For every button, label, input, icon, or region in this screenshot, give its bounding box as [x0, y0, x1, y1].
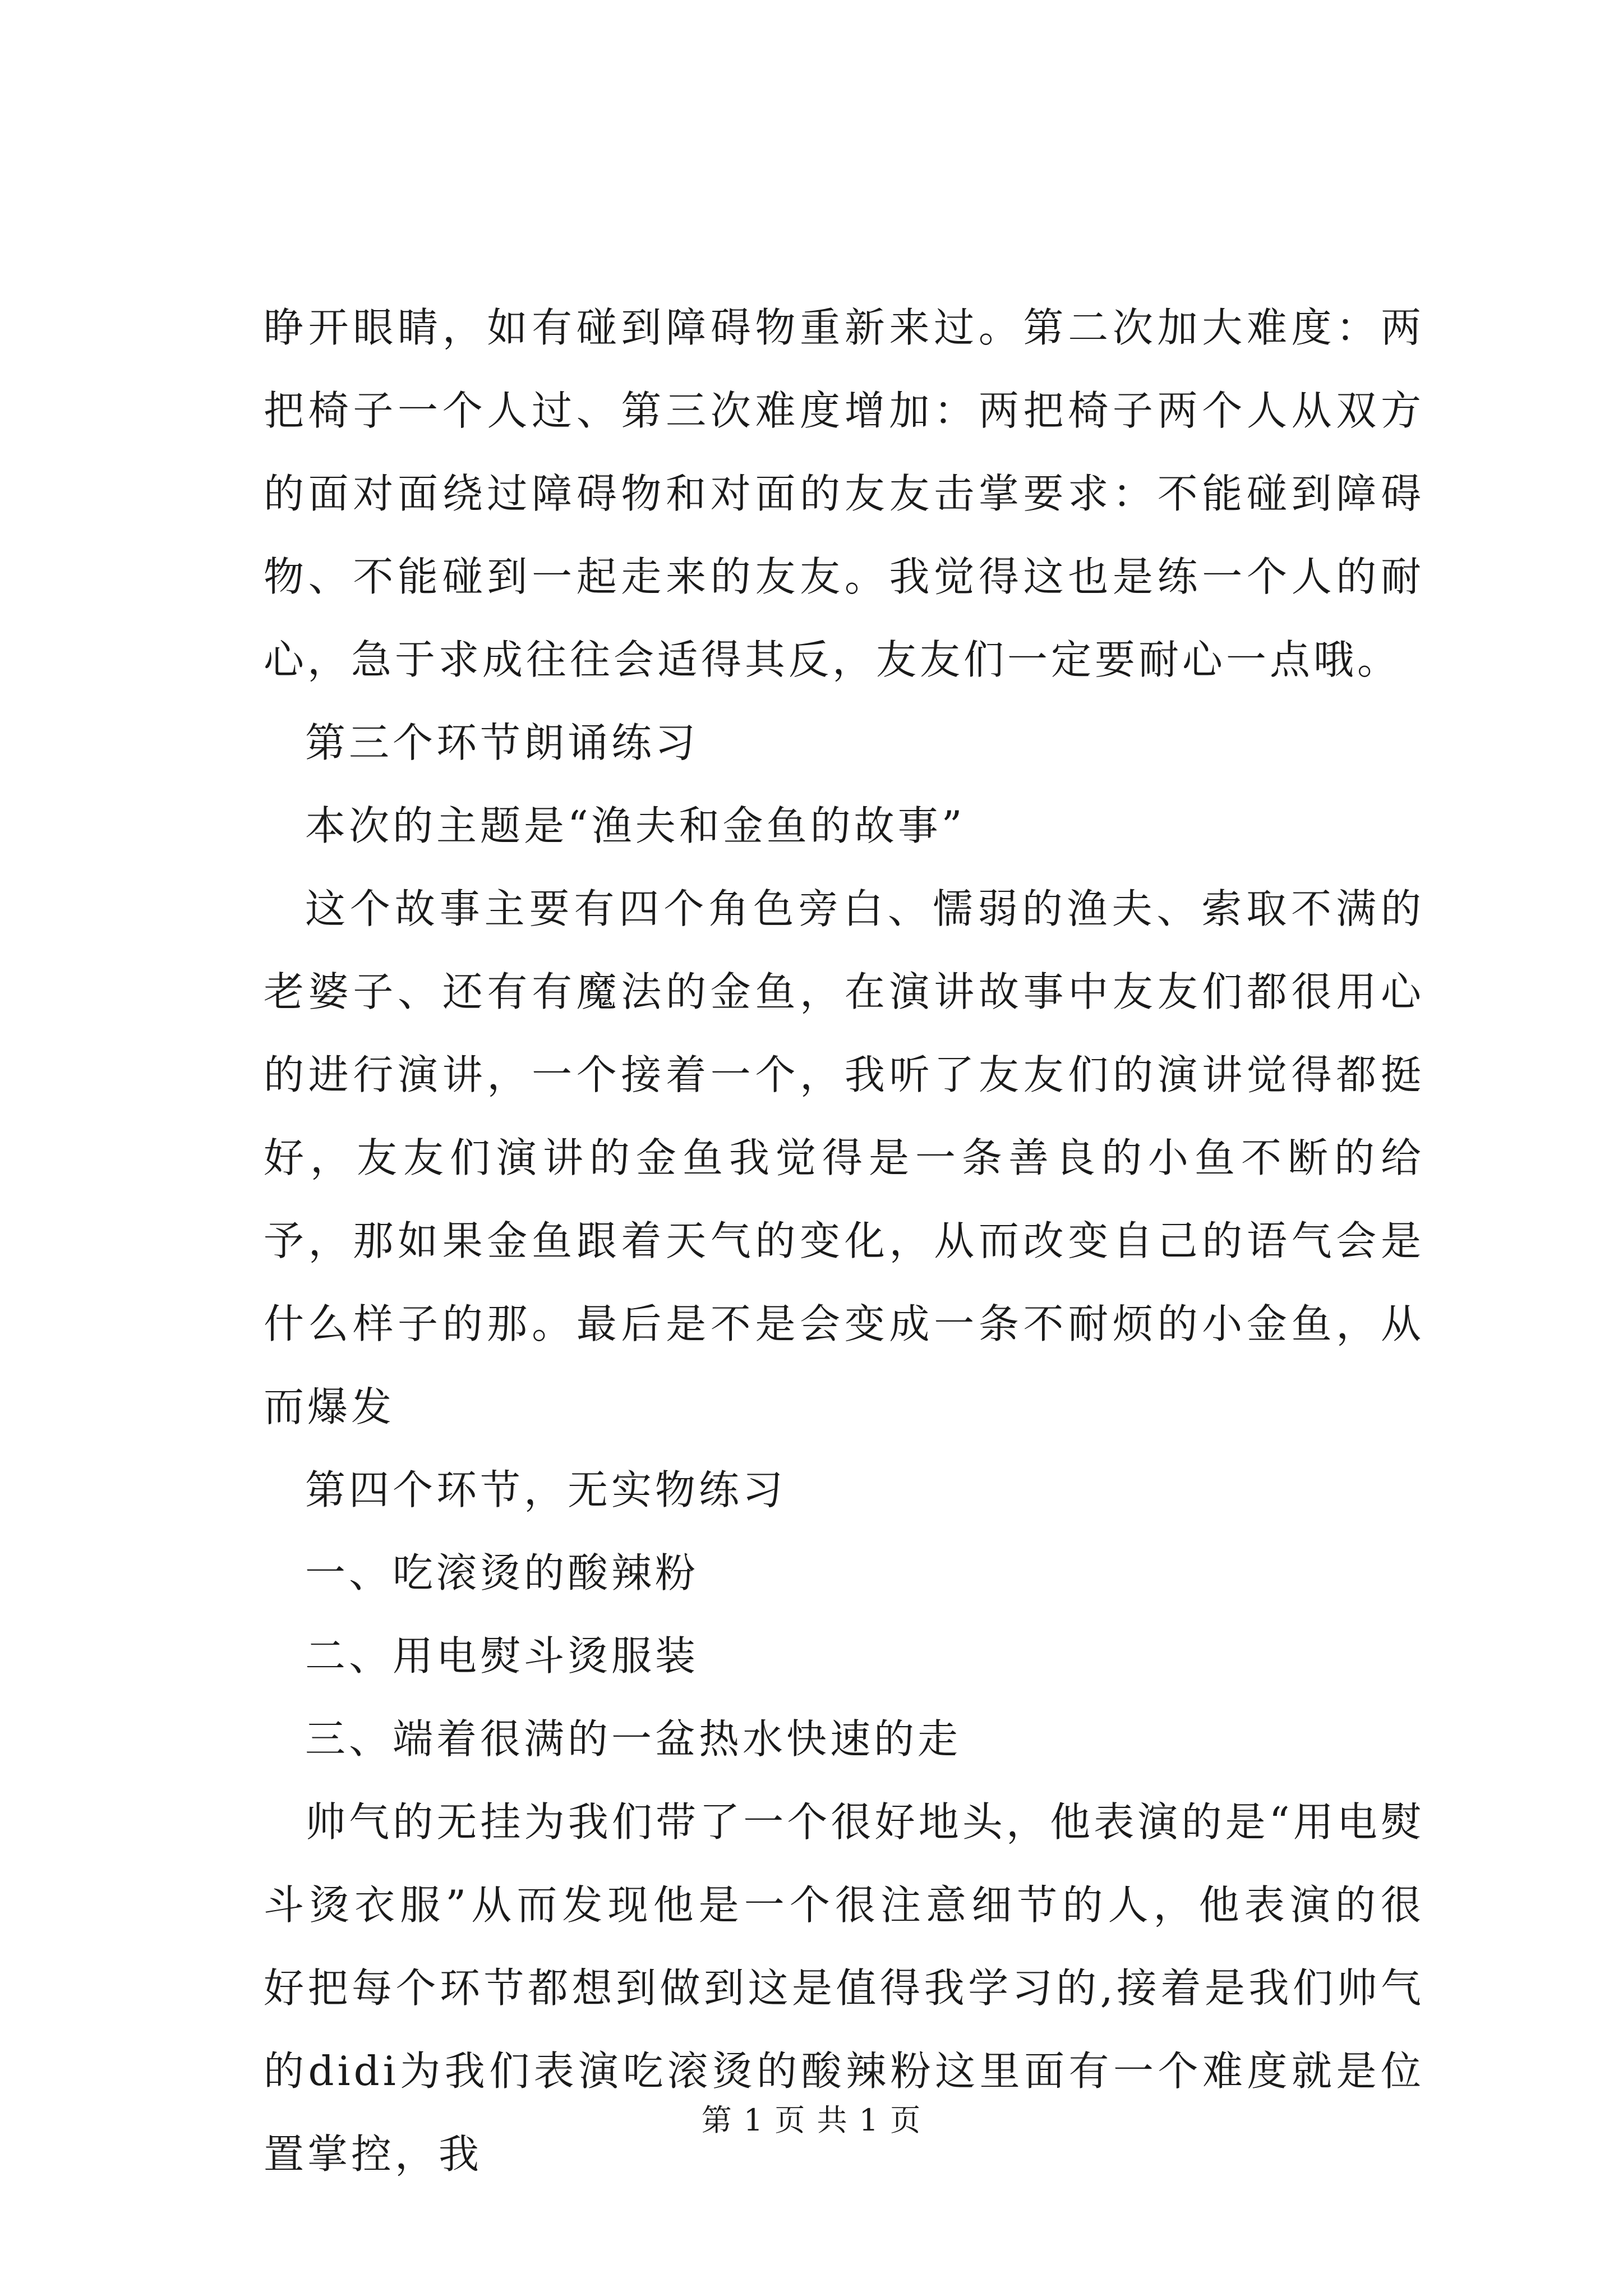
heading-third-section: 第三个环节朗诵练习: [305, 719, 699, 766]
paragraph-obstacle-exercise: 睁开眼睛，如有碰到障碍物重新来过。第二次加大难度：两把椅子一个人过、第三次难度增加：两把椅子两个人从双方的面对面绕过障碍物和对面的友友击掌要求：不能碰到障碍物、不能碰到一起走来的友友。我觉得这也是练一个人的耐心，急于求成往往会适得其反，友友们一定要耐心一点哦。: [264, 304, 1424, 683]
paragraph-theme: 本次的主题是“渔夫和金鱼的故事”: [305, 802, 966, 849]
paragraph-story-roles: 这个故事主要有四个角色旁白、懦弱的渔夫、索取不满的老婆子、还有有魔法的金鱼，在演讲故事中友友们都很用心的进行演讲，一个接着一个，我听了友友们的演讲觉得都挺好，友友们演讲的金鱼我觉得是一条善良的小鱼不断的给予，那如果金鱼跟着天气的变化，从而改变自己的语气会是什么样子的那。最后是不是会变成一条不耐烦的小金鱼，从而爆发: [264, 885, 1424, 1430]
list-item-2: 二、用电熨斗烫服装: [305, 1632, 699, 1680]
document-body: [264, 286, 1424, 2196]
page-footer: 第 1 页 共 1 页: [701, 2102, 922, 2138]
heading-fourth-section: 第四个环节，无实物练习: [305, 1466, 787, 1513]
list-item-3: 三、端着很满的一盆热水快速的走: [305, 1715, 962, 1763]
list-item-1: 一、吃滚烫的酸辣粉: [305, 1549, 699, 1596]
paragraph-performance-review: 帅气的无挂为我们带了一个很好地头，他表演的是“用电熨斗烫衣服”从而发现他是一个很注意细节的人，他表演的很好把每个环节都想到做到这是值得我学习的,接着是我们帅气的didi为我们表演吃滚烫的酸辣粉这里面有一个难度就是位置掌控，我: [264, 1798, 1424, 2178]
